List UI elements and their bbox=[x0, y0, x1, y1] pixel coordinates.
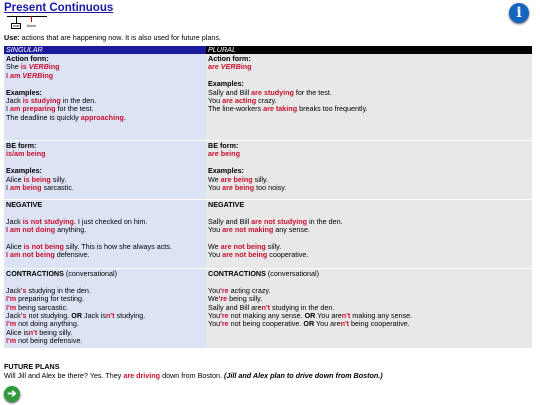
negative-singular-cell bbox=[4, 200, 206, 269]
timeline-future-label: future bbox=[27, 24, 36, 28]
negative-plural-example-3: We are not being silly. bbox=[208, 242, 282, 252]
info-icon[interactable]: i bbox=[509, 3, 529, 23]
contractions-singular-line-3: I'm being sarcastic. bbox=[6, 302, 69, 312]
contractions-plural-line-4: You're not making any sense. OR You aren't making any sense. bbox=[208, 311, 413, 321]
use-label: Use: bbox=[4, 33, 20, 42]
contractions-plural-line-5: You're not being cooperative. OR You aren't being cooperative. bbox=[208, 319, 410, 329]
plural-header: PLURAL bbox=[206, 46, 532, 54]
be-plural-examples-label: Examples: bbox=[208, 166, 244, 176]
use-description bbox=[4, 33, 221, 42]
negative-singular-example-4: I am not being defensive. bbox=[6, 250, 90, 260]
action-singular-example-2: I am preparing for the test. bbox=[6, 104, 94, 114]
future-plans-example: Will Jill and Alex be there? Yes. They are driving down from Boston. (Jill and Alex plan to drive down from Boston.) bbox=[4, 371, 383, 380]
negative-plural-example-2: You are not making any sense. bbox=[208, 225, 311, 235]
contractions-singular-line-1: Jack's studying in the den. bbox=[6, 285, 91, 295]
be-plural-cell bbox=[206, 141, 532, 200]
page-title: Present Continuous bbox=[4, 2, 114, 14]
be-plural-example-1: We are being silly. bbox=[208, 174, 269, 184]
be-singular-example-1: Alice is being silly. bbox=[6, 174, 67, 184]
use-text: actions that are happening now. It is also used for future plans. bbox=[19, 33, 221, 42]
be-plural-form: are being bbox=[208, 149, 240, 159]
future-plans-title: FUTURE PLANS bbox=[4, 362, 60, 371]
be-plural-title: BE form: bbox=[208, 141, 239, 150]
action-singular-example-3: The deadline is quickly approaching. bbox=[6, 112, 126, 122]
contractions-singular-title: CONTRACTIONS (conversational) bbox=[6, 269, 118, 278]
action-plural-example-2: You are acting crazy. bbox=[208, 96, 277, 106]
negative-plural-example-4: You are not being cooperative. bbox=[208, 250, 309, 260]
timeline-now-tick bbox=[16, 16, 17, 23]
be-plural-example-2: You are being too noisy. bbox=[208, 183, 287, 193]
timeline-line bbox=[7, 16, 47, 17]
contractions-singular-cell bbox=[4, 269, 206, 349]
timeline-now-label: now bbox=[13, 24, 20, 28]
contractions-plural-cell bbox=[206, 269, 532, 349]
action-plural-form: are VERBing bbox=[208, 62, 252, 72]
grammar-table bbox=[4, 46, 532, 348]
contractions-singular-line-4: Jack's not studying. OR Jack isn't studying. bbox=[6, 311, 146, 321]
action-singular-form-2: I am VERBing bbox=[6, 70, 54, 80]
contractions-singular-line-6: Alice isn't being silly. bbox=[6, 327, 73, 337]
negative-singular-example-3: Alice is not being silly. This is how she always acts. bbox=[6, 242, 172, 252]
negative-singular-example-1: Jack is not studying. I just checked on him. bbox=[6, 216, 148, 226]
next-arrow-icon[interactable]: ➔ bbox=[4, 386, 20, 402]
be-singular-title: BE form: bbox=[6, 141, 37, 150]
action-singular-cell bbox=[4, 54, 206, 141]
contractions-plural-line-3: Sally and Bill aren't studying in the den. bbox=[208, 302, 335, 312]
action-plural-example-3: The line-workers are taking breaks too frequently. bbox=[208, 104, 368, 114]
negative-singular-example-2: I am not doing anything. bbox=[6, 225, 87, 235]
be-singular-example-2: I am being sarcastic. bbox=[6, 183, 74, 193]
negative-plural-title: NEGATIVE bbox=[208, 200, 245, 209]
action-plural-example-1: Sally and Bill are studying for the test. bbox=[208, 87, 332, 97]
contractions-singular-line-7: I'm not being defensive. bbox=[6, 336, 83, 346]
future-plans-note: (Jill and Alex plan to drive down from Boston.) bbox=[224, 371, 383, 380]
be-singular-examples-label: Examples: bbox=[6, 166, 42, 176]
contractions-plural-line-2: We're being silly. bbox=[208, 294, 263, 304]
negative-singular-title: NEGATIVE bbox=[6, 200, 43, 209]
contractions-plural-title: CONTRACTIONS (conversational) bbox=[208, 269, 320, 278]
contractions-plural-line-1: You're acting crazy. bbox=[208, 285, 271, 295]
singular-header: SINGULAR bbox=[4, 46, 206, 54]
action-singular-form-1: She is VERBing bbox=[6, 62, 60, 72]
action-singular-examples-label: Examples: bbox=[6, 87, 42, 97]
action-plural-cell bbox=[206, 54, 532, 141]
negative-plural-cell bbox=[206, 200, 532, 269]
negative-plural-example-1: Sally and Bill are not studying in the den. bbox=[208, 216, 343, 226]
action-plural-examples-label: Examples: bbox=[208, 79, 244, 89]
timeline-future-tick bbox=[31, 16, 32, 22]
be-singular-cell bbox=[4, 141, 206, 200]
action-singular-title: Action form: bbox=[6, 54, 49, 63]
timeline-diagram bbox=[7, 15, 47, 33]
contractions-singular-line-5: I'm not doing anything. bbox=[6, 319, 79, 329]
be-singular-form: is/am being bbox=[6, 149, 46, 159]
contractions-singular-line-2: I'm preparing for testing. bbox=[6, 294, 85, 304]
action-plural-title: Action form: bbox=[208, 54, 251, 63]
action-singular-example-1: Jack is studying in the den. bbox=[6, 96, 97, 106]
